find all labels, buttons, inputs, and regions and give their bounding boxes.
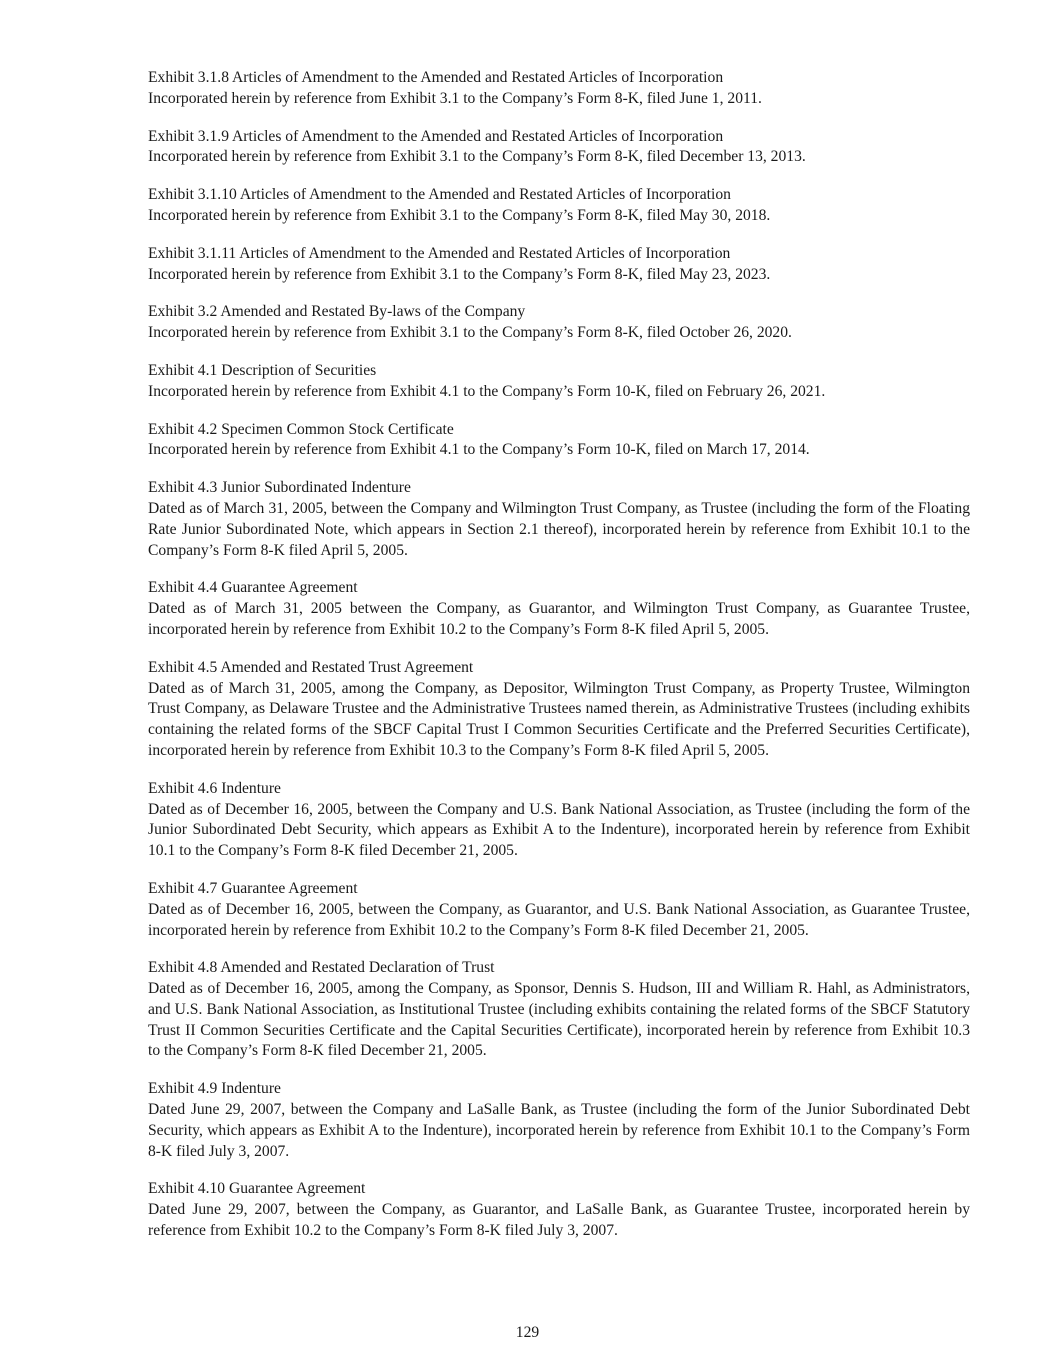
exhibit-entry xyxy=(148,1079,970,1162)
page-number: 129 xyxy=(515,1324,540,1341)
exhibit-description: Dated as of December 16, 2005, between the Company and U.S. Bank National Association, as Trustee (including the form of the Junior Subordinated Debt Security, which appears as Exhibit A to the Indenture), incorporated herein by reference from Exhibit 10.1 to the Company’s Form 8-K filed December 21, 2005. xyxy=(148,800,970,860)
exhibit-entry xyxy=(148,578,970,640)
exhibit-title: Exhibit 3.2 Amended and Restated By-laws of the Company xyxy=(148,303,526,321)
exhibit-description: Dated as of March 31, 2005, among the Company, as Depositor, Wilmington Trust Company, as Property Trustee, Wilmington Trust Company, as Delaware Trustee and the Administrative Trustees named therein, as Administrative Trustees (including exhibits containing the related forms of the SBCF Capital Trust I Common Securities Certificate and the Preferred Securities Certificate), incorporated herein by reference from Exhibit 10.3 to the Company’s Form 8-K filed April 5, 2005. xyxy=(148,679,970,759)
exhibit-title: Exhibit 4.5 Amended and Restated Trust Agreement xyxy=(148,658,474,676)
exhibit-description: Incorporated herein by reference from Exhibit 3.1 to the Company’s Form 8-K, filed May 23, 2023. xyxy=(148,265,771,283)
exhibit-entry xyxy=(148,658,970,762)
exhibit-description: Dated as of March 31, 2005 between the Company, as Guarantor, and Wilmington Trust Company, as Guarantee Trustee, incorporated herein by reference from Exhibit 10.2 to the Company’s Form 8-K filed April 5, 2005. xyxy=(148,600,970,638)
exhibit-description: Incorporated herein by reference from Exhibit 3.1 to the Company’s Form 8-K, filed May 30, 2018. xyxy=(148,206,771,224)
exhibit-title: Exhibit 3.1.8 Articles of Amendment to the Amended and Restated Articles of Incorporation xyxy=(148,69,724,86)
exhibit-title: Exhibit 4.4 Guarantee Agreement xyxy=(148,579,358,597)
exhibit-title: Exhibit 4.6 Indenture xyxy=(148,779,281,797)
exhibit-description: Incorporated herein by reference from Exhibit 3.1 to the Company’s Form 8-K, filed June 1, 2011. xyxy=(148,89,762,107)
exhibit-description: Incorporated herein by reference from Exhibit 3.1 to the Company’s Form 8-K, filed December 13, 2013. xyxy=(148,148,806,166)
exhibit-description: Dated June 29, 2007, between the Company, as Guarantor, and LaSalle Bank, as Guarantee Trustee, incorporated herein by reference from Exhibit 10.2 to the Company’s Form 8-K filed July 3, 2007. xyxy=(148,1201,970,1240)
exhibit-title: Exhibit 4.3 Junior Subordinated Indenture xyxy=(148,479,411,497)
exhibit-description: Dated June 29, 2007, between the Company and LaSalle Bank, as Trustee (including the form of the Junior Subordinated Debt Security, which appears as Exhibit A to the Indenture), incorporated herein by reference from Exhibit 10.1 to the Company’s Form 8-K filed July 3, 2007. xyxy=(148,1101,970,1160)
exhibit-description: Incorporated herein by reference from Exhibit 4.1 to the Company’s Form 10-K, filed on March 17, 2014. xyxy=(148,441,810,459)
exhibit-description: Incorporated herein by reference from Exhibit 4.1 to the Company’s Form 10-K, filed on February 26, 2021. xyxy=(148,382,826,400)
exhibit-title: Exhibit 3.1.9 Articles of Amendment to the Amended and Restated Articles of Incorporation xyxy=(148,127,724,145)
exhibit-title: Exhibit 4.8 Amended and Restated Declaration of Trust xyxy=(148,959,495,977)
exhibit-entry xyxy=(148,244,970,286)
exhibit-entry xyxy=(148,1179,970,1241)
exhibit-entry xyxy=(148,779,970,862)
exhibit-title: Exhibit 4.1 Description of Securities xyxy=(148,361,377,379)
exhibit-entry xyxy=(148,958,970,1062)
exhibit-entry xyxy=(148,185,970,227)
exhibit-title: Exhibit 3.1.10 Articles of Amendment to the Amended and Restated Articles of Incorporation xyxy=(148,186,731,204)
exhibit-entry xyxy=(148,127,970,169)
exhibit-title: Exhibit 4.10 Guarantee Agreement xyxy=(148,1180,366,1198)
exhibit-description: Dated as of December 16, 2005, between the Company, as Guarantor, and U.S. Bank National Association, as Guarantee Trustee, incorporated herein by reference from Exhibit 10.2 to the Company’s Form 8-K filed December 21, 2005. xyxy=(148,900,970,939)
exhibit-title: Exhibit 4.2 Specimen Common Stock Certificate xyxy=(148,420,454,438)
exhibit-entry xyxy=(148,361,970,403)
exhibit-entry xyxy=(148,302,970,344)
exhibit-description: Dated as of December 16, 2005, among the Company, as Sponsor, Dennis S. Hudson, III and William R. Hahl, as Administrators, and U.S. Bank National Association, as Institutional Trustee (including exhibits containing the related forms of the SBCF Statutory Trust II Common Securities Certificate and the Capital Securities Certificate), incorporated herein by reference from Exhibit 10.3 to the Company’s Form 8-K filed December 21, 2005. xyxy=(148,980,970,1060)
exhibit-title: Exhibit 4.7 Guarantee Agreement xyxy=(148,879,358,897)
exhibit-title: Exhibit 4.9 Indenture xyxy=(148,1080,281,1098)
exhibit-description: Dated as of March 31, 2005, between the Company and Wilmington Trust Company, as Trustee (including the form of the Floating Rate Junior Subordinated Note, which appears in Section 2.1 thereof), incorporated herein by reference from Exhibit 10.1 to the Company’s Form 8-K filed April 5, 2005. xyxy=(148,499,970,559)
exhibit-entry xyxy=(148,879,970,941)
exhibit-title: Exhibit 3.1.11 Articles of Amendment to the Amended and Restated Articles of Incorporation xyxy=(148,244,731,262)
exhibit-description: Incorporated herein by reference from Exhibit 3.1 to the Company’s Form 8-K, filed October 26, 2020. xyxy=(148,324,792,342)
exhibit-entry xyxy=(148,478,970,561)
exhibit-entry xyxy=(148,68,970,110)
exhibit-list xyxy=(148,68,970,1259)
exhibit-entry xyxy=(148,420,970,462)
